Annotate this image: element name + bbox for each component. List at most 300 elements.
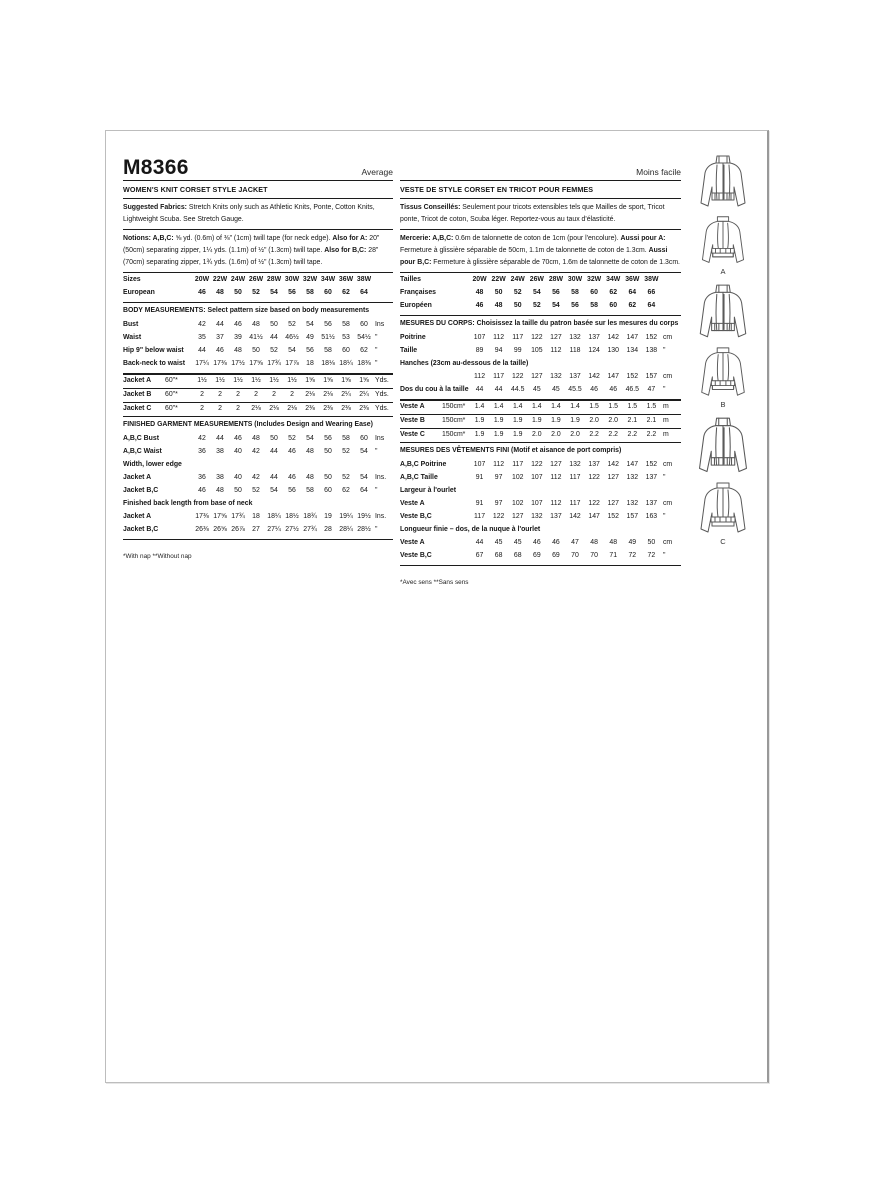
jacket-a-back-illustration: [690, 213, 756, 269]
row-value: 36: [198, 448, 206, 455]
row-value: 112: [550, 347, 562, 354]
row-value: 18⅜: [357, 360, 371, 367]
row-value: 32W: [302, 276, 318, 283]
row-value: 112: [550, 500, 562, 507]
row-value: 147: [626, 334, 639, 341]
finished-measurements-heading: FINISHED GARMENT MEASUREMENTS (Includes Design and Wearing Ease): [123, 421, 373, 428]
bust-row: [123, 319, 393, 332]
row-value: 64: [628, 289, 637, 296]
row-unit: cm: [662, 500, 673, 507]
row-value: 102: [511, 474, 524, 481]
difficulty-label-english: Average: [361, 167, 393, 177]
row-value: 17¼: [195, 360, 209, 367]
row-value: 17¾: [267, 360, 281, 367]
row-value: 1.4: [551, 403, 561, 410]
poitrine-row: [400, 332, 681, 345]
width-lower-edge-heading: [123, 459, 393, 472]
longueur-veste-a-row: [400, 537, 681, 550]
row-label: Veste B: [400, 417, 425, 424]
row-value: 122: [588, 500, 600, 507]
row-value: 2⅛: [251, 405, 261, 412]
row-value: 107: [531, 474, 543, 481]
row-value: 36W: [625, 276, 640, 283]
row-value: 27¼: [267, 526, 281, 533]
row-value: 24W: [510, 276, 525, 283]
row-value: 48: [252, 321, 260, 328]
row-value: 32W: [587, 276, 602, 283]
row-value: 1.5: [627, 403, 638, 410]
row-unit: m: [662, 431, 669, 438]
row-label: Veste A: [400, 539, 425, 546]
row-value: 64: [360, 289, 368, 296]
row-label: Taille: [400, 347, 418, 354]
row-value: 26⅝: [213, 526, 227, 533]
row-value: 2.1: [646, 417, 657, 424]
row-value: 97: [494, 474, 503, 481]
row-value: 117: [474, 513, 486, 520]
row-value: 72: [628, 552, 637, 559]
row-value: 152: [607, 513, 619, 520]
row-value: 1.9: [532, 417, 542, 424]
row-value: 58: [342, 321, 350, 328]
row-value: 58: [342, 435, 350, 442]
row-unit: Ins: [375, 435, 385, 442]
row-value: 107: [473, 334, 486, 341]
jacket-c-yardage-row: [123, 402, 393, 416]
row-value: 60: [360, 435, 368, 442]
english-column: [123, 152, 393, 563]
row-value: 46: [216, 347, 224, 354]
row-unit: ": [375, 334, 378, 341]
row-heading: Longueur finie – dos, de la nuque à l'ourlet: [400, 526, 541, 533]
row-value: 42: [252, 474, 260, 481]
francaises-row: [400, 287, 681, 300]
row-value: 52: [252, 289, 260, 296]
fabric-width: 150cm*: [442, 431, 466, 438]
row-label: Veste B,C: [400, 552, 432, 559]
row-value: 28: [324, 526, 332, 533]
view-label-c: C: [720, 537, 726, 546]
row-value: 56: [288, 487, 296, 494]
row-value: 117: [512, 334, 524, 341]
row-value: 22W: [491, 276, 506, 283]
row-heading: Largeur à l'ourlet: [400, 487, 457, 494]
row-value: 18⅛: [321, 360, 335, 367]
row-unit: m: [662, 403, 669, 410]
row-value: 44: [270, 448, 278, 455]
row-value: 1⅝: [305, 377, 315, 384]
row-value: 19¼: [339, 513, 353, 520]
row-value: 137: [588, 461, 600, 468]
row-value: 2.2: [627, 431, 638, 438]
row-value: 2: [236, 391, 240, 398]
row-value: 152: [645, 461, 658, 468]
row-value: 41½: [249, 334, 263, 341]
row-value: 46: [234, 435, 242, 442]
row-label: Jacket A: [123, 377, 152, 384]
row-value: 1½: [197, 377, 207, 384]
sizes-table-french: [400, 273, 681, 316]
row-value: 54: [270, 289, 278, 296]
row-value: 18¼: [267, 513, 281, 520]
row-value: 30W: [284, 276, 300, 283]
row-value: 147: [607, 373, 619, 380]
row-value: 22W: [212, 276, 228, 283]
row-value: 48: [306, 448, 314, 455]
row-value: 1.5: [589, 403, 599, 410]
row-value: 50: [324, 448, 332, 455]
row-value: 105: [531, 347, 543, 354]
row-value: 19: [324, 513, 332, 520]
row-unit: Ins.: [375, 513, 387, 520]
notions-paragraph: [123, 230, 393, 273]
jacket-b-yardage-row: [123, 388, 393, 402]
row-value: 112: [493, 461, 505, 468]
jacket-a-front-illustration: [690, 153, 756, 213]
row-value: 46: [590, 386, 598, 393]
mercerie-paragraph: [400, 230, 681, 273]
row-value: 2.0: [532, 431, 542, 438]
mesures-du-corps-heading: MESURES DU CORPS: Choisissez la taille du patron basée sur les mesures du corps: [400, 320, 679, 327]
row-value: 1.9: [570, 417, 580, 424]
row-value: 45.5: [568, 386, 582, 393]
row-value: 34W: [606, 276, 621, 283]
row-value: 1½: [233, 377, 243, 384]
row-value: 64: [360, 487, 368, 494]
row-unit: m: [662, 417, 669, 424]
row-value: 62: [360, 347, 368, 354]
row-value: 48: [590, 539, 598, 546]
row-value: 24W: [230, 276, 246, 283]
row-value: 54: [552, 302, 560, 309]
row-value: 1.4: [512, 403, 523, 410]
row-value: 50: [234, 289, 242, 296]
row-value: 137: [569, 373, 581, 380]
paragraph-text: Fermeture à glissière séparable de 50cm, 1.1m de talonnette de coton de 1.3cm.: [400, 247, 649, 254]
longueur-finie-heading: [400, 524, 681, 537]
row-value: 46: [475, 302, 484, 309]
row-value: 48: [494, 302, 503, 309]
difficulty-label-french: Moins facile: [636, 167, 681, 177]
row-label: Veste C: [400, 431, 425, 438]
row-value: 46: [532, 539, 541, 546]
row-value: 1⅝: [341, 377, 351, 384]
longueur-veste-bc-row: [400, 550, 681, 563]
row-value: 137: [588, 334, 600, 341]
row-value: 54: [306, 435, 314, 442]
pattern-number: M8366: [123, 156, 189, 179]
back-length-jacket-bc-row: [123, 524, 393, 537]
view-label-a: A: [720, 267, 726, 276]
row-value: 20W: [472, 276, 487, 283]
row-value: 60: [590, 289, 598, 296]
row-label: Veste B,C: [400, 513, 432, 520]
row-value: 48: [609, 539, 618, 546]
row-unit: cm: [662, 461, 673, 468]
row-label: Jacket C: [123, 405, 152, 412]
row-value: 142: [607, 461, 619, 468]
row-value: 1.4: [493, 403, 504, 410]
row-value: 18½: [285, 513, 299, 520]
back-neck-row: [123, 358, 393, 371]
row-heading: Hanches (23cm au-dessous de la taille): [400, 360, 529, 367]
row-value: 44: [475, 386, 484, 393]
row-value: 1.9: [493, 417, 504, 424]
row-value: 48: [475, 289, 484, 296]
row-value: 46: [234, 321, 242, 328]
row-label: European: [123, 289, 155, 296]
row-value: 58: [590, 302, 598, 309]
row-value: 147: [626, 461, 639, 468]
tailles-row: [400, 274, 681, 287]
row-value: 69: [532, 552, 541, 559]
paragraph-bold-label: Aussi pour A:: [620, 235, 666, 242]
row-value: 46: [609, 386, 618, 393]
row-value: 54: [532, 289, 541, 296]
row-value: 2.0: [589, 417, 599, 424]
row-value: 58: [324, 347, 332, 354]
row-value: 42: [198, 321, 206, 328]
row-value: 91: [475, 500, 484, 507]
row-value: 1.9: [474, 417, 485, 424]
row-value: 54: [360, 448, 368, 455]
row-value: 46: [552, 539, 560, 546]
paragraph-bold-label: Aussi pour B,C:: [400, 247, 668, 266]
row-value: 163: [645, 513, 658, 520]
row-label: A,B,C Waist: [123, 448, 162, 455]
row-value: 137: [645, 474, 658, 481]
row-value: 117: [512, 461, 524, 468]
row-value: 134: [626, 347, 639, 354]
row-value: 46: [288, 448, 296, 455]
row-value: 2⅜: [359, 405, 369, 412]
row-value: 137: [645, 500, 658, 507]
largeur-veste-bc-row: [400, 511, 681, 524]
row-value: 122: [492, 513, 505, 520]
row-value: 34W: [320, 276, 336, 283]
row-value: 54: [306, 321, 314, 328]
row-label: Jacket A: [123, 474, 152, 481]
row-value: 117: [569, 500, 581, 507]
row-value: 58: [306, 487, 314, 494]
row-unit: ": [375, 360, 378, 367]
row-value: 132: [531, 513, 543, 520]
row-unit: ": [375, 526, 378, 533]
veste-a-metrage-row: [400, 400, 681, 414]
row-value: 50: [234, 487, 242, 494]
row-value: 102: [511, 500, 524, 507]
row-value: 1.5: [608, 403, 618, 410]
veste-b-metrage-row: [400, 414, 681, 428]
row-value: 1½: [287, 377, 297, 384]
row-value: 1.9: [512, 431, 523, 438]
row-value: 46: [198, 289, 206, 296]
row-value: 56: [324, 321, 332, 328]
pattern-envelope-back-page: [105, 130, 769, 1083]
row-value: 56: [288, 289, 296, 296]
row-label: Européen: [400, 302, 432, 309]
row-value: 18: [306, 360, 314, 367]
sizes-row: [123, 274, 393, 287]
row-value: 117: [569, 474, 581, 481]
row-value: 38: [216, 448, 224, 455]
row-value: 17⅞: [285, 360, 299, 367]
row-value: 132: [550, 373, 562, 380]
jacket-a-yardage-row: [123, 374, 393, 388]
row-label: Hip 9" below waist: [123, 347, 184, 354]
veste-c-metrage-row: [400, 428, 681, 442]
row-value: 124: [588, 347, 600, 354]
row-value: 45: [552, 386, 560, 393]
row-heading: Width, lower edge: [123, 461, 182, 468]
row-value: 132: [626, 500, 639, 507]
row-value: 54: [360, 474, 368, 481]
row-value: 99: [513, 347, 522, 354]
row-value: 44: [198, 347, 206, 354]
europeen-row: [400, 300, 681, 313]
row-value: 18¾: [303, 513, 317, 520]
row-value: 127: [531, 373, 543, 380]
row-value: 44.5: [511, 386, 525, 393]
row-value: 2.0: [570, 431, 580, 438]
row-value: 72: [647, 552, 656, 559]
row-value: 26⅜: [195, 526, 209, 533]
row-value: 60: [609, 302, 618, 309]
row-value: 50: [647, 539, 656, 546]
row-value: 60: [324, 289, 332, 296]
row-value: 38W: [644, 276, 659, 283]
jacket-c-front-illustration: [690, 415, 756, 479]
row-value: 122: [511, 373, 524, 380]
row-value: 62: [628, 302, 637, 309]
row-value: 107: [531, 500, 543, 507]
row-label: Jacket B: [123, 391, 152, 398]
row-value: 1⅝: [323, 377, 333, 384]
row-label: Sizes: [123, 276, 141, 283]
row-value: 107: [473, 461, 486, 468]
row-value: 17⅜: [213, 360, 227, 367]
jacket-b-back-illustration: [690, 344, 756, 402]
paragraph-text: 20" (50cm) separating zipper, 1¼ yds. (1.1m) of ½" (1.3cm) twill tape.: [123, 235, 380, 254]
row-value: 17½: [231, 360, 245, 367]
row-value: 94: [494, 347, 503, 354]
row-unit: ": [375, 448, 378, 455]
row-value: 47: [571, 539, 579, 546]
row-value: 132: [569, 334, 581, 341]
row-value: 45: [532, 386, 541, 393]
european-sizes-row: [123, 287, 393, 300]
row-label: Tailles: [400, 276, 421, 283]
row-value: 46: [198, 487, 206, 494]
row-unit: Yds.: [375, 405, 389, 412]
row-value: 19½: [357, 513, 371, 520]
row-value: 48: [306, 474, 314, 481]
row-value: 1⅝: [359, 377, 369, 384]
row-value: 44: [475, 539, 484, 546]
row-value: 152: [626, 373, 639, 380]
row-value: 50: [494, 289, 503, 296]
row-value: 60: [342, 347, 350, 354]
row-value: 70: [571, 552, 579, 559]
french-column: [400, 152, 681, 589]
paragraph-text: ⅝ yd. (0.6m) of ⅜" (1cm) twill tape (for neck edge).: [173, 235, 333, 242]
fabric-width: 60"*: [165, 391, 178, 398]
waist-row: [123, 332, 393, 345]
jacket-c-back-illustration: [690, 479, 756, 539]
row-value: 40: [234, 474, 242, 481]
row-value: 30W: [567, 276, 583, 283]
row-value: 69: [552, 552, 560, 559]
row-value: 1½: [269, 377, 279, 384]
row-value: 1.9: [512, 417, 523, 424]
row-value: 42: [252, 448, 260, 455]
row-value: 127: [511, 513, 524, 520]
sizes-table-english: [123, 273, 393, 303]
row-value: 54: [270, 487, 278, 494]
paragraph-bold-label: Suggested Fabrics:: [123, 204, 187, 211]
row-value: 127: [607, 474, 619, 481]
row-value: 26W: [248, 276, 264, 283]
nap-footnote-french: *Avec sens **Sans sens: [400, 579, 469, 586]
row-value: 52: [252, 487, 260, 494]
row-unit: ": [662, 513, 666, 520]
row-value: 56: [306, 347, 314, 354]
row-value: 42: [198, 435, 206, 442]
row-unit: ": [662, 552, 666, 559]
row-label: Veste A: [400, 403, 425, 410]
row-value: 20W: [194, 276, 210, 283]
row-value: 28W: [548, 276, 563, 283]
row-value: 47: [647, 386, 656, 393]
paragraph-bold-label: Tissus Conseillés:: [400, 204, 461, 211]
row-value: 39: [234, 334, 242, 341]
row-value: 18¼: [339, 360, 353, 367]
row-label: Back-neck to waist: [123, 360, 186, 367]
row-unit: cm: [662, 334, 673, 341]
row-label: Jacket B,C: [123, 526, 159, 533]
row-value: 1.4: [570, 403, 580, 410]
row-value: 1.4: [474, 403, 485, 410]
row-value: 28½: [357, 526, 371, 533]
row-value: 51½: [321, 334, 335, 341]
body-measurements-heading: BODY MEASUREMENTS: Select pattern size based on body measurements: [123, 307, 370, 314]
row-unit: ": [662, 386, 666, 393]
row-label: A,B,C Poitrine: [400, 461, 447, 468]
row-value: 48: [234, 347, 242, 354]
row-value: 50: [513, 302, 522, 309]
row-value: 2.2: [646, 431, 657, 438]
english-garment-title: WOMEN'S KNIT CORSET STYLE JACKET: [123, 181, 393, 199]
row-value: 27¾: [303, 526, 317, 533]
nap-footnote-english: *With nap **Without nap: [123, 553, 192, 560]
row-value: 157: [626, 513, 639, 520]
row-heading: Finished back length from base of neck: [123, 500, 253, 507]
row-value: 52: [342, 448, 350, 455]
row-value: 44: [216, 435, 224, 442]
row-value: 62: [609, 289, 618, 296]
row-value: 2.0: [608, 417, 618, 424]
row-value: 62: [342, 487, 350, 494]
suggested-fabrics-paragraph: [123, 199, 393, 230]
row-value: 45: [513, 539, 522, 546]
paragraph-text: Fermeture à glissière séparable de 70cm, 1.6m de talonnette de coton de 1.3cm.: [431, 259, 680, 266]
row-value: 50: [252, 347, 260, 354]
row-value: 17⅝: [213, 513, 227, 520]
back-length-jacket-a-row: [123, 511, 393, 524]
row-value: 36: [198, 474, 206, 481]
row-value: 48: [216, 289, 224, 296]
row-unit: cm: [662, 539, 673, 546]
